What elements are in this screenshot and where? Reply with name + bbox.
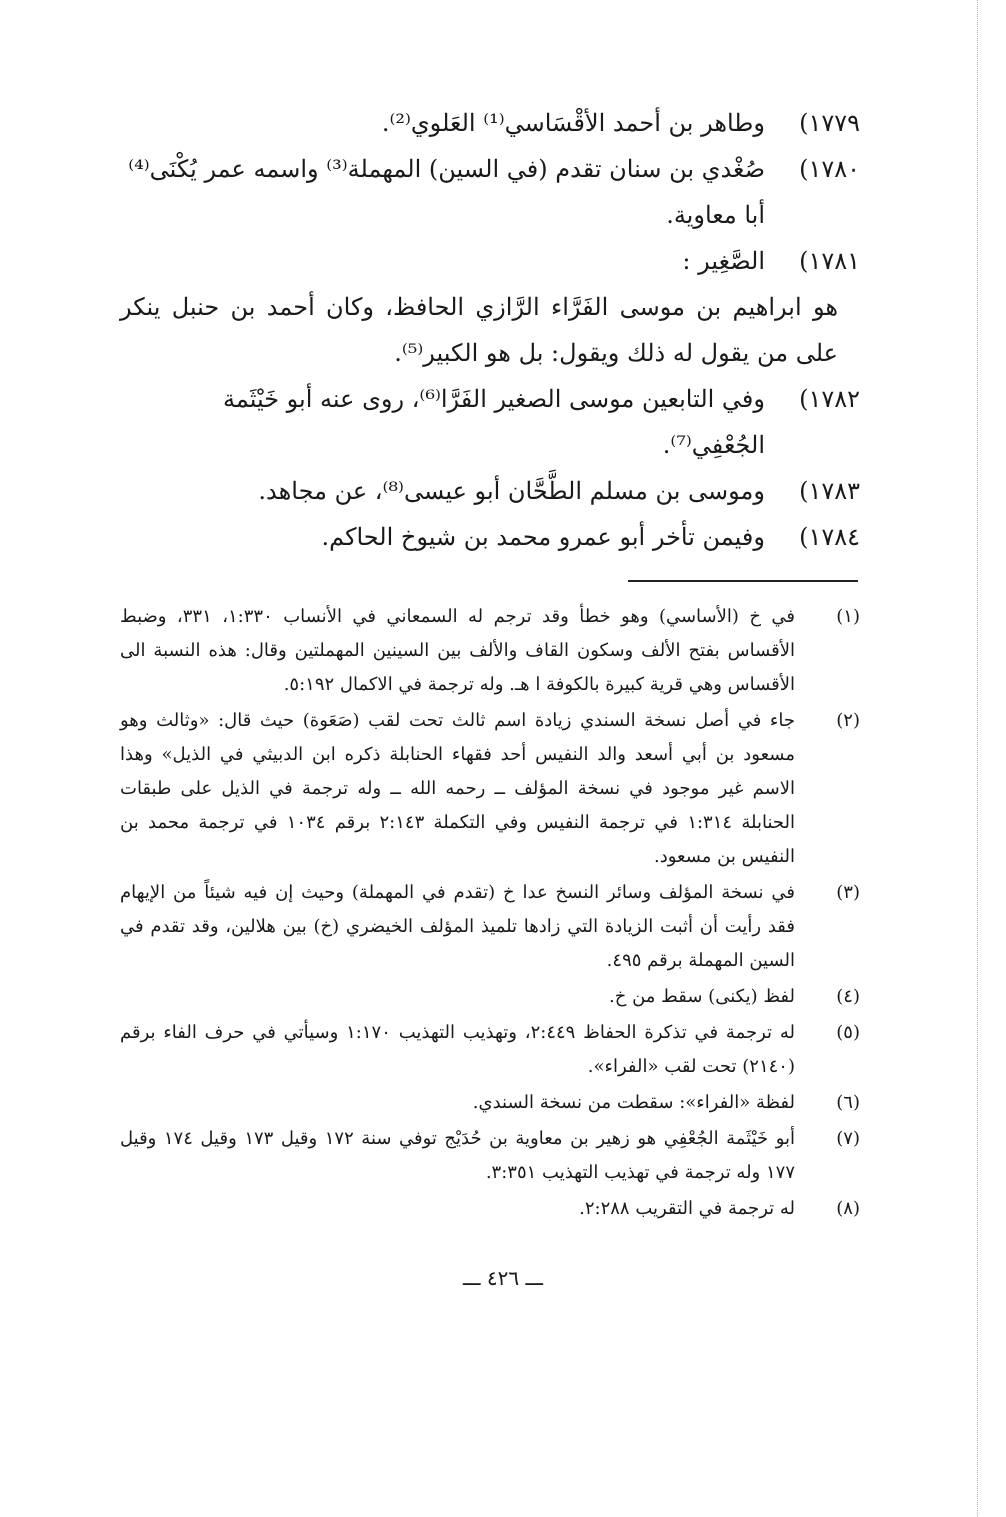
footnote-number: (٦) — [836, 1092, 860, 1113]
footnote-5 — [120, 1016, 860, 1084]
footnote-text: لفظ (يكنى) سقط من خ. — [609, 986, 795, 1007]
footnote-text: في نسخة المؤلف وسائر النسخ عدا خ (تقدم في المهملة) وحيث إن فيه شيئاً من الإيهام فقد رأيت أن أثبت الزيادة التي زادها تلميذ المؤلف الخيضري (خ) بين هلالين، وقد تقدم في السين المهملة برقم ٤٩٥. — [120, 882, 795, 971]
entry-text: وطاهر بن أحمد الأقْسَاسي⁽¹⁾ العَلوي⁽²⁾. — [381, 109, 765, 137]
footnote-divider — [628, 580, 858, 582]
footnote-number: (١) — [836, 606, 860, 627]
footnote-text: لفظة «الفراء»: سقطت من نسخة السندي. — [472, 1092, 795, 1113]
footnote-text: له ترجمة في التقريب ٢:٢٨٨. — [579, 1198, 795, 1219]
entry-1784 — [120, 514, 860, 560]
entry-text: الصَّغِير : — [682, 247, 765, 275]
entry-1782 — [120, 376, 860, 468]
footnote-6 — [120, 1086, 860, 1120]
footnote-2 — [120, 704, 860, 874]
entry-number: ١٧٨٠) — [799, 155, 860, 183]
footnote-1 — [120, 600, 860, 702]
footnote-number: (٥) — [836, 1022, 860, 1043]
footnote-3 — [120, 876, 860, 978]
entry-number: ١٧٨٤) — [799, 523, 860, 551]
entry-1781-body: هو ابراهيم بن موسى الفَرَّاء الرَّازي الحافظ، وكان أحمد بن حنبل ينكر على من يقول له ذلك ويقول: بل هو الكبير⁽⁵⁾. — [120, 293, 838, 367]
footnote-text: له ترجمة في تذكرة الحفاظ ٢:٤٤٩، وتهذيب التهذيب ١:١٧٠ وسيأتي في حرف الفاء برقم (٢١٤٠) تحت لقب «الفراء». — [120, 1022, 795, 1077]
entry-text: صُغْدي بن سنان تقدم (في السين) المهملة⁽³⁾ واسمه عمر يُكْنَى⁽⁴⁾ أبا معاوية. — [128, 155, 765, 229]
footnote-7 — [120, 1122, 860, 1190]
entry-text: وموسى بن مسلم الطَّحَّان أبو عيسى⁽⁸⁾، عن مجاهد. — [258, 477, 765, 505]
entry-number: ١٧٨٣) — [799, 477, 860, 505]
footnote-text: أبو خَيْثَمة الجُعْفِي هو زهير بن معاوية بن حُدَيْج توفي سنة ١٧٢ وقيل ١٧٣ وقيل ١٧٤ وقيل ١٧٧ وله ترجمة في تهذيب التهذيب ٣:٣٥١. — [120, 1128, 796, 1183]
entry-1781 — [120, 238, 860, 284]
footnote-text: في خ (الأساسي) وهو خطأ وقد ترجم له السمعاني في الأنساب ١:٣٣٠، ٣٣١، وضبط الأقساس بفتح الألف وسكون القاف والألف بين السينين المهملتين وقال: هذه النسبة الى الأقساس وهي قرية كبيرة بالكوفة ا هـ. وله ترجمة في الاكمال ٥:١٩٢. — [120, 606, 796, 695]
entry-number: ١٧٨١) — [799, 247, 860, 275]
entry-text: وفيمن تأخر أبو عمرو محمد بن شيوخ الحاكم. — [321, 523, 765, 551]
footnote-text: جاء في أصل نسخة السندي زيادة اسم ثالث تحت لقب (صَعَوة) حيث قال: «وثالث وهو مسعود بن أبي أسعد والد النفيس أحد فقهاء الحنابلة ذكره ابن الدبيثي في الذيل» وهذا الاسم غير موجود في نسخة المؤلف ــ رحمه الله ــ وله ترجمة في الذيل على طبقات الحنابلة ١:٣١٤ في ترجمة النفيس وفي التكملة ٢:١٤٣ برقم ١٠٣٤ في ترجمة محمد بن النفيس بن مسعود. — [120, 710, 796, 867]
entry-text: وفي التابعين موسى الصغير الفَرَّا⁽⁶⁾، روى عنه أبو خَيْثَمة الجُعْفِي⁽⁷⁾. — [222, 385, 765, 459]
main-text — [120, 100, 860, 560]
footnote-8 — [120, 1192, 860, 1226]
entry-1780 — [120, 146, 860, 238]
footnote-number: (٧) — [836, 1128, 860, 1149]
page-number: ـــ ٤٢٦ ـــ — [462, 1266, 544, 1290]
footnotes — [120, 600, 860, 1226]
footnote-number: (٢) — [836, 710, 860, 731]
entry-number: ١٧٨٢) — [799, 385, 860, 413]
entry-number: ١٧٧٩) — [799, 109, 860, 137]
entry-1779 — [120, 100, 860, 146]
entry-1783 — [120, 468, 860, 514]
footnote-number: (٣) — [836, 882, 860, 903]
footnote-number: (٤) — [836, 986, 860, 1007]
footnote-4 — [120, 980, 860, 1014]
footnote-number: (٨) — [836, 1198, 860, 1219]
